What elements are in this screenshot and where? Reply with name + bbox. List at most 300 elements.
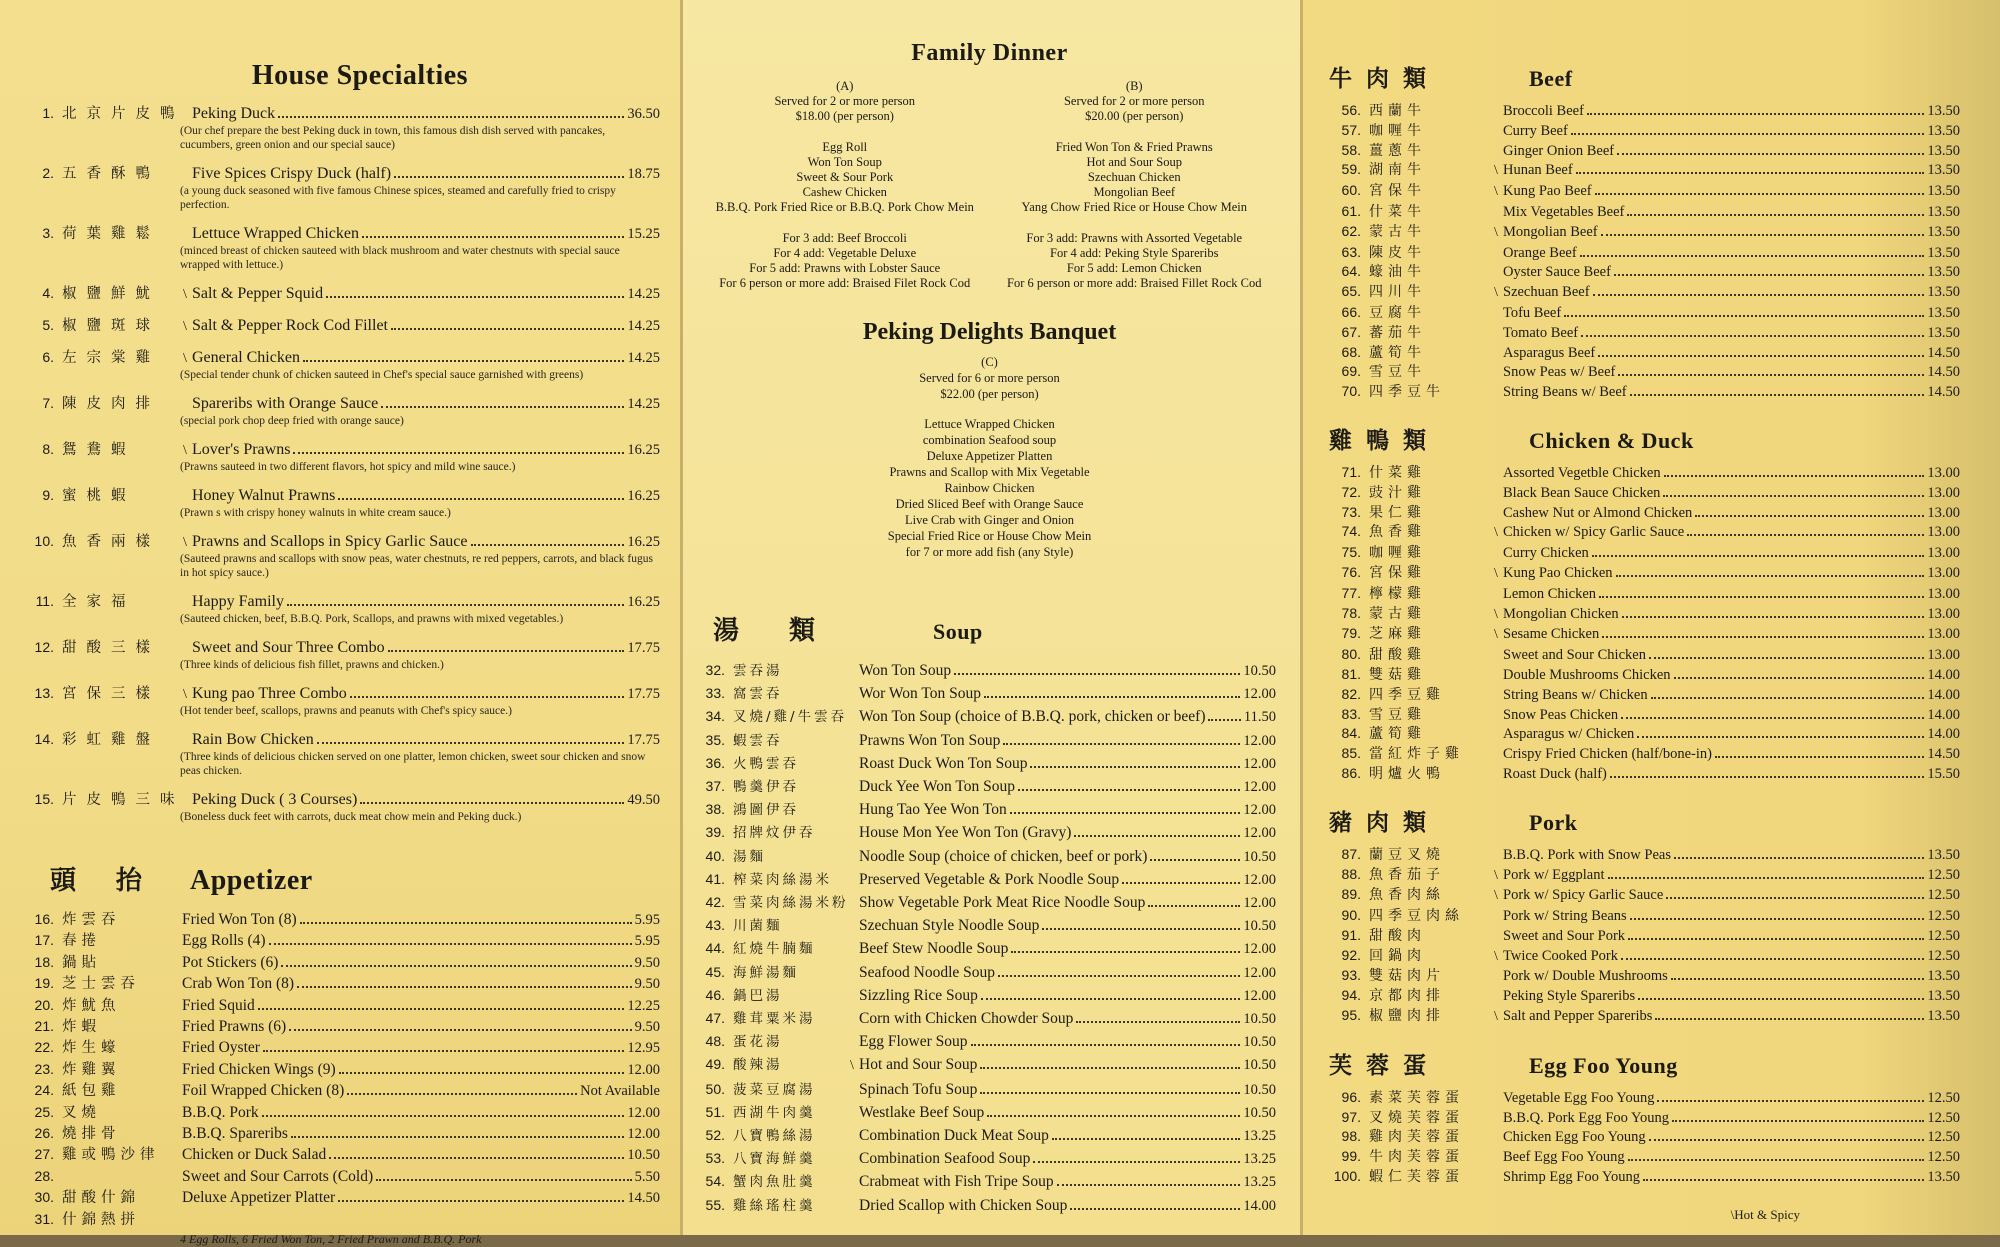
item-name: Snow Peas w/ Beef: [1503, 364, 1616, 381]
item-name: Seafood Noodle Soup: [859, 963, 996, 981]
item-price: 13.00: [1927, 524, 1960, 541]
appetizer-header: [50, 860, 660, 897]
menu-item-row: [20, 973, 660, 994]
menu-item-row: [1329, 946, 1960, 967]
item-chinese-name: 招牌炆伊吞: [733, 825, 816, 842]
item-number: 33.: [705, 685, 725, 702]
option-add: For 3 add: Prawns with Assorted Vegetable: [1026, 231, 1243, 245]
item-number: 25.: [34, 1103, 54, 1120]
leader-dots: [1076, 1021, 1240, 1023]
item-price: 12.50: [1927, 1129, 1960, 1146]
item-number: 87.: [1341, 845, 1361, 862]
item-name: Mix Vegetables Beef: [1503, 203, 1625, 220]
item-chinese-name: 豉汁雞: [1369, 484, 1426, 501]
item-name: Mongolian Beef: [1503, 223, 1598, 240]
leader-dots: [391, 328, 624, 330]
item-name: Hunan Beef: [1503, 162, 1573, 179]
item-name: Preserved Vegetable & Pork Noodle Soup: [859, 870, 1120, 888]
item-chinese-name: 火鴨雲吞: [733, 755, 799, 772]
option-price: $18.00 (per person): [795, 109, 894, 123]
menu-item-row: [1329, 845, 1960, 865]
beef-cn-title: 牛肉類: [1329, 66, 1440, 92]
item-name: Sweet and Sour Chicken: [1503, 647, 1646, 664]
item-number: 52.: [705, 1127, 725, 1144]
item-number: 30.: [34, 1189, 54, 1206]
item-number: 28.: [34, 1167, 54, 1184]
item-chinese-name: 什錦熱拼: [62, 1211, 140, 1228]
menu-item-row: [1329, 764, 1960, 784]
item-name: Roast Duck Won Ton Soup: [859, 754, 1028, 772]
item-name: Vegetable Egg Foo Young: [1503, 1089, 1655, 1106]
menu-item: [20, 532, 660, 580]
option-item: Fried Won Ton & Fried Prawns: [1055, 140, 1213, 154]
item-description: (minced breast of chicken sauteed with black mushroom and water chestnuts with special sauce wrapped with lettuce.): [180, 245, 620, 271]
menu-item-row: [1329, 624, 1960, 645]
item-number: 89.: [1341, 886, 1361, 903]
menu-item: [20, 790, 660, 824]
beef-title: Beef: [1529, 66, 1573, 91]
menu-item-row: [1329, 323, 1960, 343]
leader-dots: [1602, 636, 1924, 638]
option-items: [993, 140, 1277, 215]
item-price: 15.25: [627, 226, 660, 242]
item-name: Sweet and Sour Pork: [1503, 927, 1626, 944]
item-name: B.B.Q. Pork with Snow Peas: [1503, 846, 1671, 863]
item-price: 16.25: [627, 488, 660, 504]
menu-item-row: [1329, 926, 1960, 946]
leader-dots: [984, 696, 1240, 698]
item-number: 31.: [34, 1210, 54, 1227]
family-dinner-a: [703, 79, 987, 291]
item-chinese-name: 炸生蠔: [62, 1040, 121, 1057]
item-price: 13.50: [1927, 122, 1960, 139]
item-number: 95.: [1341, 1007, 1361, 1024]
item-chinese-name: 叉燒: [62, 1104, 101, 1121]
menu-item-row: [1329, 885, 1960, 906]
hot-spicy-icon: \: [1494, 285, 1498, 301]
item-price: 12.00: [627, 1061, 660, 1078]
item-price: 9.50: [634, 954, 660, 971]
item-chinese-name: 炸蝦: [62, 1019, 101, 1036]
item-price: 12.50: [1927, 1149, 1960, 1166]
leader-dots: [1651, 697, 1925, 699]
beef-header: [1329, 60, 1960, 93]
banquet-item: Rainbow Chicken: [944, 481, 1035, 495]
item-name: Beef Egg Foo Young: [1503, 1149, 1625, 1166]
item-chinese-name: 芝麻雞: [1369, 626, 1426, 643]
item-name: Spinach Tofu Soup: [859, 1080, 978, 1098]
pork-header: [1329, 804, 1960, 837]
leader-dots: [326, 296, 624, 298]
item-number: 68.: [1341, 343, 1361, 360]
leader-dots: [980, 1092, 1240, 1094]
right-panel: [1303, 0, 2000, 1235]
item-number: 77.: [1341, 584, 1361, 601]
item-number: 7.: [42, 395, 54, 411]
item-number: 27.: [34, 1146, 54, 1163]
item-price: 12.50: [1927, 1109, 1960, 1126]
option-item: Cashew Chicken: [802, 185, 887, 199]
leader-dots: [1070, 1208, 1240, 1210]
middle-panel: [683, 0, 1300, 1235]
item-chinese-name: 椒鹽斑球: [62, 318, 160, 334]
leader-dots: [1674, 677, 1925, 679]
item-price: 17.75: [627, 686, 660, 702]
item-number: 5.: [42, 317, 54, 333]
item-name: Kung Pao Chicken: [1503, 564, 1613, 581]
item-price: 5.95: [634, 912, 660, 928]
menu-item-row: [20, 1016, 660, 1037]
banquet-details: [703, 354, 1276, 560]
item-name: Peking Duck: [192, 105, 276, 122]
item-chinese-name: 雞或鴨沙律: [62, 1147, 160, 1164]
item-price: 13.50: [1927, 244, 1960, 261]
leader-dots: [1655, 1018, 1924, 1020]
banquet-item: Lettuce Wrapped Chicken: [924, 417, 1055, 431]
option-label: (A): [836, 79, 854, 93]
option-add: For 5 add: Prawns with Lobster Sauce: [749, 261, 941, 275]
menu-item-row: [1329, 1108, 1960, 1128]
item-number: 59.: [1341, 161, 1361, 178]
option-add: For 5 add: Lemon Chicken: [1066, 261, 1202, 275]
leader-dots: [291, 1136, 624, 1138]
menu-item-row: [1329, 906, 1960, 926]
item-price: 14.25: [627, 286, 660, 302]
hot-spicy-icon: \: [1494, 606, 1498, 622]
item-chinese-name: 椒鹽肉排: [1369, 1008, 1445, 1025]
item-price: 12.00: [1243, 802, 1276, 819]
menu-item-row: [1329, 986, 1960, 1006]
leader-dots: [300, 922, 632, 924]
menu-item-row: [1329, 303, 1960, 323]
item-chinese-name: 鴨羹伊吞: [733, 779, 799, 796]
item-name: Roast Duck (half): [1503, 765, 1607, 782]
menu-item-row: [20, 684, 660, 704]
item-description: (Boneless duck feet with carrots, duck meat chow mein and Peking duck.): [180, 811, 522, 823]
item-number: 18.: [34, 953, 54, 970]
item-number: 76.: [1341, 563, 1361, 580]
item-price: 13.00: [1927, 504, 1960, 521]
item-chinese-name: 左宗棠雞: [62, 350, 160, 366]
item-price: 13.00: [1927, 545, 1960, 562]
item-name: Fried Prawns (6): [182, 1018, 287, 1036]
item-number: 3.: [42, 225, 54, 241]
item-number: 6.: [42, 349, 54, 365]
item-number: 56.: [1341, 102, 1361, 118]
item-chinese-name: 什菜雞: [1369, 464, 1426, 481]
leader-dots: [471, 544, 625, 546]
item-price: 12.00: [627, 1104, 660, 1121]
item-name: Combination Duck Meat Soup: [859, 1127, 1049, 1145]
menu-item-row: [1329, 262, 1960, 282]
leader-dots: [998, 975, 1240, 977]
chicken-list: [1329, 463, 1960, 784]
leader-dots: [350, 696, 625, 698]
item-price: 13.00: [1927, 626, 1960, 643]
pork-cn-title: 豬肉類: [1329, 809, 1440, 836]
item-name: Prawns Won Ton Soup: [859, 731, 1001, 749]
item-chinese-name: 鍋貼: [62, 954, 101, 971]
item-number: 35.: [705, 731, 725, 748]
item-number: 22.: [34, 1039, 54, 1056]
item-price: 10.50: [1243, 1057, 1276, 1074]
item-number: 85.: [1341, 745, 1361, 762]
item-number: 43.: [705, 917, 725, 934]
item-price: 13.50: [1927, 1008, 1960, 1025]
item-price: 13.00: [1927, 647, 1960, 664]
item-name: Pork w/ Eggplant: [1503, 866, 1605, 883]
item-price: 13.50: [1927, 1169, 1960, 1186]
item-price: 13.00: [1927, 585, 1960, 602]
leader-dots: [317, 742, 625, 744]
item-name: Szechuan Beef: [1503, 284, 1590, 301]
leader-dots: [1580, 255, 1925, 257]
item-chinese-name: 荷葉雞鬆: [62, 226, 160, 242]
item-price: 13.25: [1243, 1151, 1276, 1168]
item-chinese-name: 蘆筍雞: [1369, 726, 1426, 743]
item-chinese-name: 雙菇雞: [1369, 666, 1426, 683]
item-chinese-name: 甜酸肉: [1369, 927, 1426, 944]
hot-spicy-legend: \Hot & Spicy: [1730, 1206, 1800, 1222]
item-price: Not Available: [580, 1083, 660, 1100]
menu-item-row: [1329, 202, 1960, 222]
item-name: Pork w/ Spicy Garlic Sauce: [1503, 887, 1664, 904]
item-number: 46.: [705, 986, 725, 1003]
item-chinese-name: 魚香肉絲: [1369, 887, 1445, 904]
item-description: (Prawns sauteed in two different flavors, hot spicy and mild wine sauce.): [180, 461, 516, 473]
leader-dots: [1598, 355, 1924, 357]
item-chinese-name: 宮保雞: [1369, 564, 1426, 581]
option-adds: [703, 231, 987, 291]
item-number: 72.: [1341, 483, 1361, 500]
item-number: 64.: [1341, 263, 1361, 280]
item-name: B.B.Q. Spareribs: [182, 1125, 288, 1143]
item-name: Five Spices Crispy Duck (half): [192, 165, 392, 182]
item-number: 90.: [1341, 907, 1361, 924]
item-description: (Special tender chunk of chicken sauteed in Chef's special sauce garnished with greens): [180, 369, 584, 381]
menu-item-row: [1329, 584, 1960, 604]
leader-dots: [1666, 897, 1924, 899]
house-specialties-title: House Specialties: [251, 60, 469, 91]
item-chinese-name: 雲吞湯: [733, 663, 783, 679]
option-served: Served for 2 or more person: [774, 94, 916, 108]
item-number: 99.: [1341, 1148, 1361, 1165]
item-name: Chicken Egg Foo Young: [1503, 1129, 1646, 1146]
item-price: 14.25: [627, 318, 660, 334]
menu-item: [20, 394, 660, 428]
menu-item-row: [1329, 1167, 1960, 1187]
item-name: Mongolian Chicken: [1503, 605, 1619, 622]
house-specialties-list: [20, 104, 660, 824]
menu-item-row: [703, 659, 1276, 682]
menu-item-row: [1329, 1147, 1960, 1167]
item-number: 83.: [1341, 705, 1361, 722]
pork-list: [1329, 845, 1960, 1027]
menu-item-row: [20, 995, 660, 1016]
leader-dots: [376, 1179, 631, 1181]
item-number: 41.: [705, 870, 725, 887]
item-number: 40.: [705, 847, 725, 864]
option-label: (B): [1125, 79, 1143, 93]
banquet-item: Deluxe Appetizer Platten: [926, 449, 1053, 463]
item-price: 11.50: [1243, 709, 1276, 726]
item-chinese-name: 豆腐牛: [1369, 304, 1426, 321]
item-price: 13.25: [1243, 1174, 1276, 1191]
item-name: Lettuce Wrapped Chicken: [192, 225, 359, 242]
item-name: Hung Tao Yee Won Ton: [859, 801, 1007, 819]
menu-item-row: [703, 845, 1276, 868]
menu-item-row: [1329, 563, 1960, 584]
leader-dots: [1637, 736, 1924, 738]
item-number: 71.: [1341, 463, 1361, 480]
item-number: 53.: [705, 1150, 725, 1167]
leader-dots: [1208, 719, 1240, 721]
item-number: 82.: [1341, 685, 1361, 702]
menu-item: [20, 486, 660, 520]
leader-dots: [1593, 294, 1925, 296]
item-price: 16.25: [627, 594, 660, 610]
item-chinese-name: 四季豆牛: [1369, 384, 1445, 401]
hot-spicy-icon: \: [183, 351, 187, 366]
item-name: Chicken w/ Spicy Garlic Sauce: [1503, 524, 1685, 541]
item-chinese-name: 果仁雞: [1369, 504, 1426, 521]
item-chinese-name: 明爐火鴨: [1369, 765, 1445, 782]
item-name: Corn with Chicken Chowder Soup: [859, 1010, 1074, 1028]
hot-spicy-icon: \: [1494, 888, 1498, 904]
item-name: Asparagus Beef: [1503, 344, 1596, 361]
item-price: 9.50: [634, 976, 660, 993]
leader-dots: [293, 452, 624, 454]
menu-item-row: [20, 1037, 660, 1058]
leader-dots: [1695, 515, 1924, 517]
item-chinese-name: 薑蔥牛: [1369, 142, 1426, 159]
item-number: 24.: [34, 1082, 54, 1099]
item-name: String Beans w/ Beef: [1503, 384, 1627, 401]
leader-dots: [1715, 756, 1924, 758]
item-name: Snow Peas Chicken: [1503, 706, 1619, 723]
menu-item-row: [20, 1187, 660, 1208]
menu-item-row: [1329, 685, 1960, 705]
item-number: 58.: [1341, 141, 1361, 158]
item-chinese-name: 四季豆雞: [1369, 686, 1445, 703]
banquet-title: Peking Delights Banquet: [862, 319, 1117, 345]
leader-dots: [1010, 812, 1241, 814]
menu-item-row: [20, 638, 660, 658]
menu-item-row: [1329, 382, 1960, 402]
hot-spicy-icon: \: [1494, 948, 1498, 964]
item-number: 14.: [34, 731, 54, 747]
item-name: Pork w/ Double Mushrooms: [1503, 968, 1668, 985]
item-chinese-name: 鴛鴦蝦: [62, 442, 136, 458]
item-price: 10.50: [1243, 1104, 1276, 1121]
menu-item: [20, 592, 660, 626]
pork-section: [1329, 804, 1960, 1027]
item-chinese-name: 雞茸粟米湯: [733, 1011, 816, 1028]
item-price: 17.75: [627, 732, 660, 748]
item-name: House Mon Yee Won Ton (Gravy): [859, 824, 1072, 842]
leader-dots: [1599, 596, 1924, 598]
option-price: $20.00 (per person): [1085, 109, 1184, 123]
item-price: 14.00: [1927, 666, 1960, 683]
menu-item-row: [1329, 665, 1960, 685]
item-price: 36.50: [627, 106, 660, 122]
item-name: Assorted Vegetble Chicken: [1503, 464, 1661, 481]
item-chinese-name: 湯麵: [733, 848, 766, 865]
appetizer-note: 4 Egg Rolls, 6 Fried Won Ton, 2 Fried Prawn and B.B.Q. Pork: [180, 1232, 482, 1247]
menu-item-row: [1329, 503, 1960, 523]
menu-item-row: [1329, 865, 1960, 886]
menu-item-row: [20, 486, 660, 506]
item-number: 51.: [705, 1103, 725, 1120]
item-price: 5.95: [634, 933, 660, 950]
leader-dots: [362, 236, 624, 238]
item-price: 14.50: [1927, 364, 1960, 381]
menu-item-row: [1329, 522, 1960, 543]
item-name: B.B.Q. Pork: [182, 1103, 259, 1121]
item-name: Fried Squid: [182, 996, 255, 1014]
item-chinese-name: 宮保牛: [1369, 183, 1426, 200]
egg-foo-young-list: [1329, 1088, 1960, 1187]
menu-item-row: [703, 1078, 1276, 1101]
item-price: 49.50: [627, 792, 660, 808]
item-number: 50.: [705, 1080, 725, 1097]
leader-dots: [1621, 958, 1924, 960]
item-price: 14.50: [1927, 344, 1960, 361]
item-name: Twice Cooked Pork: [1503, 947, 1618, 964]
hot-spicy-icon: \: [850, 1058, 854, 1074]
leader-dots: [1122, 882, 1240, 884]
item-price: 12.00: [1243, 686, 1276, 703]
leader-dots: [1630, 394, 1925, 396]
item-name: String Beans w/ Chicken: [1503, 686, 1648, 703]
item-number: 91.: [1341, 926, 1361, 943]
banquet-item: for 7 or more add fish (any Style): [905, 545, 1074, 559]
item-name: Fried Chicken Wings (9): [182, 1060, 336, 1078]
item-chinese-name: 蠔油牛: [1369, 264, 1426, 281]
leader-dots: [1148, 905, 1240, 907]
item-name: Hot and Sour Soup: [859, 1056, 978, 1074]
leader-dots: [1627, 214, 1924, 216]
option-item: B.B.Q. Pork Fried Rice or B.B.Q. Pork Chow Mein: [715, 200, 974, 214]
item-price: 13.00: [1927, 484, 1960, 501]
item-name: Show Vegetable Pork Meat Rice Noodle Soup: [859, 894, 1146, 912]
item-price: 14.50: [1927, 746, 1960, 763]
egg-foo-young-title: Egg Foo Young: [1529, 1052, 1678, 1078]
item-price: 14.00: [1243, 1197, 1276, 1214]
item-chinese-name: 蝦雲吞: [733, 732, 783, 749]
banquet-price: $22.00 (per person): [940, 387, 1039, 401]
item-number: 38.: [705, 801, 725, 818]
menu-item-row: [703, 821, 1276, 844]
leader-dots: [1638, 998, 1924, 1000]
family-dinner-options: [703, 79, 1276, 291]
item-price: 10.50: [1243, 663, 1276, 679]
leader-dots: [1643, 1179, 1924, 1181]
item-chinese-name: 春捲: [62, 933, 101, 950]
menu-item: [20, 164, 660, 212]
menu-item: [20, 284, 660, 304]
item-name: Lover's Prawns: [192, 441, 291, 458]
menu-item-row: [703, 682, 1276, 705]
option-item: Mongolian Beef: [1093, 185, 1176, 199]
hot-spicy-icon: \: [183, 287, 187, 302]
item-chinese-name: 川菌麵: [733, 918, 783, 935]
item-price: 12.00: [1243, 825, 1276, 842]
item-name: Prawns and Scallops in Spicy Garlic Sauce: [192, 533, 468, 550]
option-item: Egg Roll: [822, 140, 868, 154]
chicken-cn-title: 雞鴨類: [1329, 427, 1440, 454]
item-number: 100.: [1333, 1168, 1361, 1185]
